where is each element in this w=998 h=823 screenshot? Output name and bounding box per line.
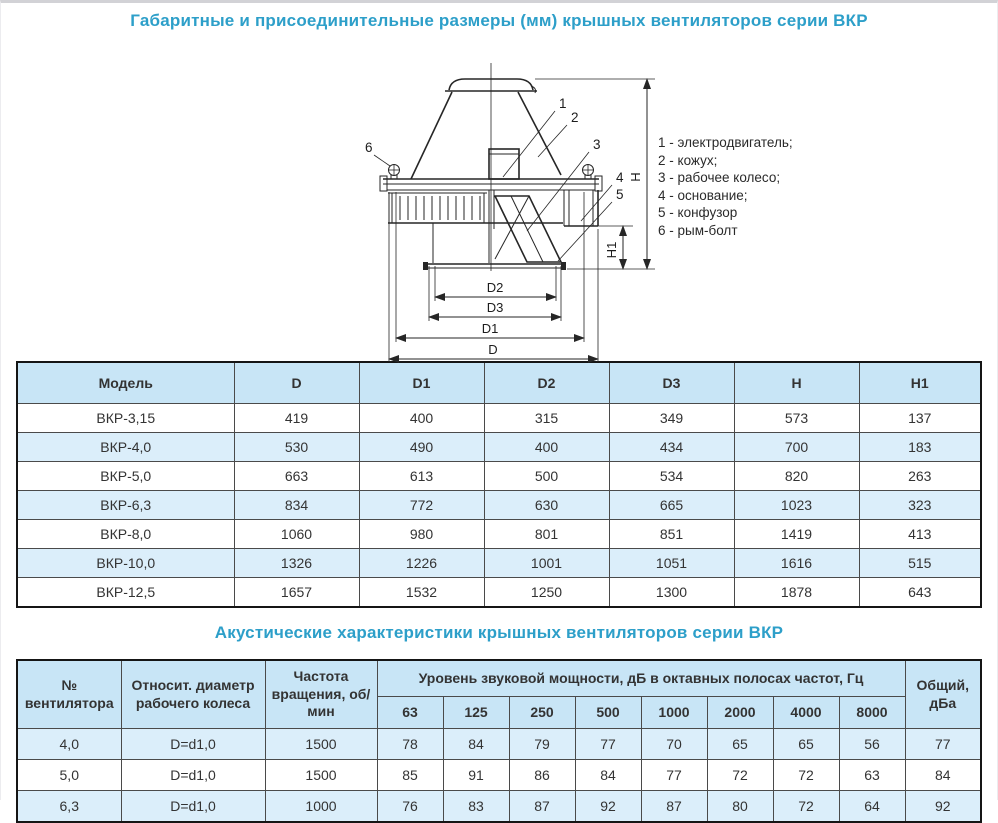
cell: 613 (359, 462, 484, 491)
table-row (17, 791, 981, 823)
cell: 1500 (265, 729, 377, 760)
col-header-freq-8000: 8000 (839, 697, 905, 729)
cell: 72 (707, 760, 773, 791)
cell: 820 (734, 462, 859, 491)
cell: 1060 (234, 520, 359, 549)
cell: 315 (484, 404, 609, 433)
cell-model: ВКР-8,0 (17, 520, 234, 549)
callout-3: 3 (593, 137, 601, 152)
cell: 349 (609, 404, 734, 433)
cell: D=d1,0 (121, 760, 265, 791)
cell: 1051 (609, 549, 734, 578)
cell: 5,0 (17, 760, 121, 791)
cell-model: ВКР-4,0 (17, 433, 234, 462)
col-header-freq-4000: 4000 (773, 697, 839, 729)
cell: 1226 (359, 549, 484, 578)
acoustic-header-row-1 (17, 660, 981, 697)
cell: 573 (734, 404, 859, 433)
callout-1: 1 (559, 96, 567, 111)
cell-model: ВКР-3,15 (17, 404, 234, 433)
cell: 665 (609, 491, 734, 520)
cell: 500 (484, 462, 609, 491)
cell: 400 (484, 433, 609, 462)
cell: 434 (609, 433, 734, 462)
cell: 700 (734, 433, 859, 462)
cell: 4,0 (17, 729, 121, 760)
col-header-freq-500: 500 (575, 697, 641, 729)
cell: 263 (859, 462, 981, 491)
cell: 413 (859, 520, 981, 549)
dim-label-d: D (488, 342, 498, 357)
cell: 980 (359, 520, 484, 549)
cell: 87 (641, 791, 707, 823)
cell: 87 (509, 791, 575, 823)
cell: 400 (359, 404, 484, 433)
col-header-total-dba: Общий, дБа (905, 660, 981, 729)
cell: 56 (839, 729, 905, 760)
legend-item: 4 - основание; (658, 187, 748, 203)
cell: 91 (443, 760, 509, 791)
col-header-freq-1000: 1000 (641, 697, 707, 729)
dim-label-d1: D1 (481, 321, 499, 336)
cell: 70 (641, 729, 707, 760)
cell: 84 (905, 760, 981, 791)
dimension-lines (389, 79, 647, 359)
dimensions-table (16, 361, 982, 608)
diagram-legend (658, 134, 793, 239)
legend-item: 6 - рым-болт (658, 222, 738, 238)
col-header-h1: H1 (859, 362, 981, 404)
table-row (17, 520, 981, 549)
callout-leaders (374, 111, 612, 261)
cell-model: ВКР-12,5 (17, 578, 234, 608)
col-header-freq-125: 125 (443, 697, 509, 729)
dim-label-d2: D2 (486, 280, 504, 295)
col-header-rel-diameter: Относит. диаметр рабочего колеса (121, 660, 265, 729)
acoustic-table (16, 659, 982, 823)
cell: 6,3 (17, 791, 121, 823)
table-row (17, 760, 981, 791)
eye-bolt-right (583, 165, 594, 180)
col-header-freq-250: 250 (509, 697, 575, 729)
legend-item: 3 - рабочее колесо; (658, 170, 781, 185)
fan-diagram (1, 31, 997, 357)
cell: 801 (484, 520, 609, 549)
cell: 1878 (734, 578, 859, 608)
cell: 77 (575, 729, 641, 760)
cell-model: ВКР-5,0 (17, 462, 234, 491)
col-header-freq-63: 63 (377, 697, 443, 729)
cell: 1250 (484, 578, 609, 608)
bottom-flange (423, 262, 566, 270)
fan-drawing-svg (331, 59, 666, 381)
cell: 85 (377, 760, 443, 791)
col-header-d3: D3 (609, 362, 734, 404)
cell: D=d1,0 (121, 729, 265, 760)
col-header-freq-2000: 2000 (707, 697, 773, 729)
col-header-rotation-speed: Частота вращения, об/мин (265, 660, 377, 729)
cell: 1326 (234, 549, 359, 578)
col-header-model: Модель (17, 362, 234, 404)
col-header-d: D (234, 362, 359, 404)
callout-2: 2 (571, 110, 579, 125)
cell: 77 (641, 760, 707, 791)
cell: 92 (575, 791, 641, 823)
callout-5: 5 (616, 187, 624, 202)
cell: 80 (707, 791, 773, 823)
acoustic-section-title: Акустические характеристики крышных вентиляторов серии ВКР (214, 623, 784, 642)
cell: 63 (839, 760, 905, 791)
cell: 78 (377, 729, 443, 760)
legend-item: 2 - кожух; (658, 152, 718, 168)
dim-label-d3: D3 (486, 300, 504, 315)
eye-bolt-left (389, 165, 400, 180)
cell: 1001 (484, 549, 609, 578)
col-header-fan-number: № вентилятора (17, 660, 121, 729)
col-header-h: H (734, 362, 859, 404)
table-row (17, 462, 981, 491)
cell: 76 (377, 791, 443, 823)
cell: 1616 (734, 549, 859, 578)
cell: 72 (773, 760, 839, 791)
cell: 84 (575, 760, 641, 791)
cell: 65 (707, 729, 773, 760)
cell: D=d1,0 (121, 791, 265, 823)
cell: 1657 (234, 578, 359, 608)
cell: 1023 (734, 491, 859, 520)
cell: 137 (859, 404, 981, 433)
legend-item: 1 - электродвигатель; (658, 135, 793, 150)
cell: 490 (359, 433, 484, 462)
cell: 77 (905, 729, 981, 760)
cell: 1000 (265, 791, 377, 823)
cell: 643 (859, 578, 981, 608)
cell: 323 (859, 491, 981, 520)
callout-6: 6 (365, 140, 373, 155)
cell: 663 (234, 462, 359, 491)
cell: 64 (839, 791, 905, 823)
cell: 86 (509, 760, 575, 791)
table-row (17, 578, 981, 608)
table-row (17, 549, 981, 578)
col-header-sound-power-group: Уровень звуковой мощности, дБ в октавных полосах частот, Гц (377, 660, 905, 697)
cell: 534 (609, 462, 734, 491)
hood-cone-right (518, 92, 561, 175)
cell: 84 (443, 729, 509, 760)
cell: 83 (443, 791, 509, 823)
cell: 834 (234, 491, 359, 520)
hood-cone-left (411, 92, 452, 179)
cell: 1500 (265, 760, 377, 791)
table-row (17, 404, 981, 433)
cell: 630 (484, 491, 609, 520)
cell: 1419 (734, 520, 859, 549)
col-header-d2: D2 (484, 362, 609, 404)
cell-model: ВКР-10,0 (17, 549, 234, 578)
impeller (495, 196, 561, 262)
cell: 851 (609, 520, 734, 549)
col-header-d1: D1 (359, 362, 484, 404)
cell: 1300 (609, 578, 734, 608)
cell: 92 (905, 791, 981, 823)
cell: 183 (859, 433, 981, 462)
cell: 419 (234, 404, 359, 433)
page-title: Габаритные и присоединительные размеры (мм) крышных вентиляторов серии ВКР (130, 11, 868, 30)
cell: 72 (773, 791, 839, 823)
cell: 1532 (359, 578, 484, 608)
extension-lines (389, 79, 655, 362)
callout-4: 4 (616, 170, 624, 185)
table-row (17, 491, 981, 520)
cell-model: ВКР-6,3 (17, 491, 234, 520)
dim-label-h: Н (628, 172, 643, 182)
cell: 79 (509, 729, 575, 760)
table-row (17, 433, 981, 462)
cell: 530 (234, 433, 359, 462)
cell: 65 (773, 729, 839, 760)
dim-label-h1: Н1 (604, 241, 619, 259)
table-row (17, 729, 981, 760)
legend-item: 5 - конфузор (658, 205, 738, 220)
cell: 772 (359, 491, 484, 520)
cell: 515 (859, 549, 981, 578)
